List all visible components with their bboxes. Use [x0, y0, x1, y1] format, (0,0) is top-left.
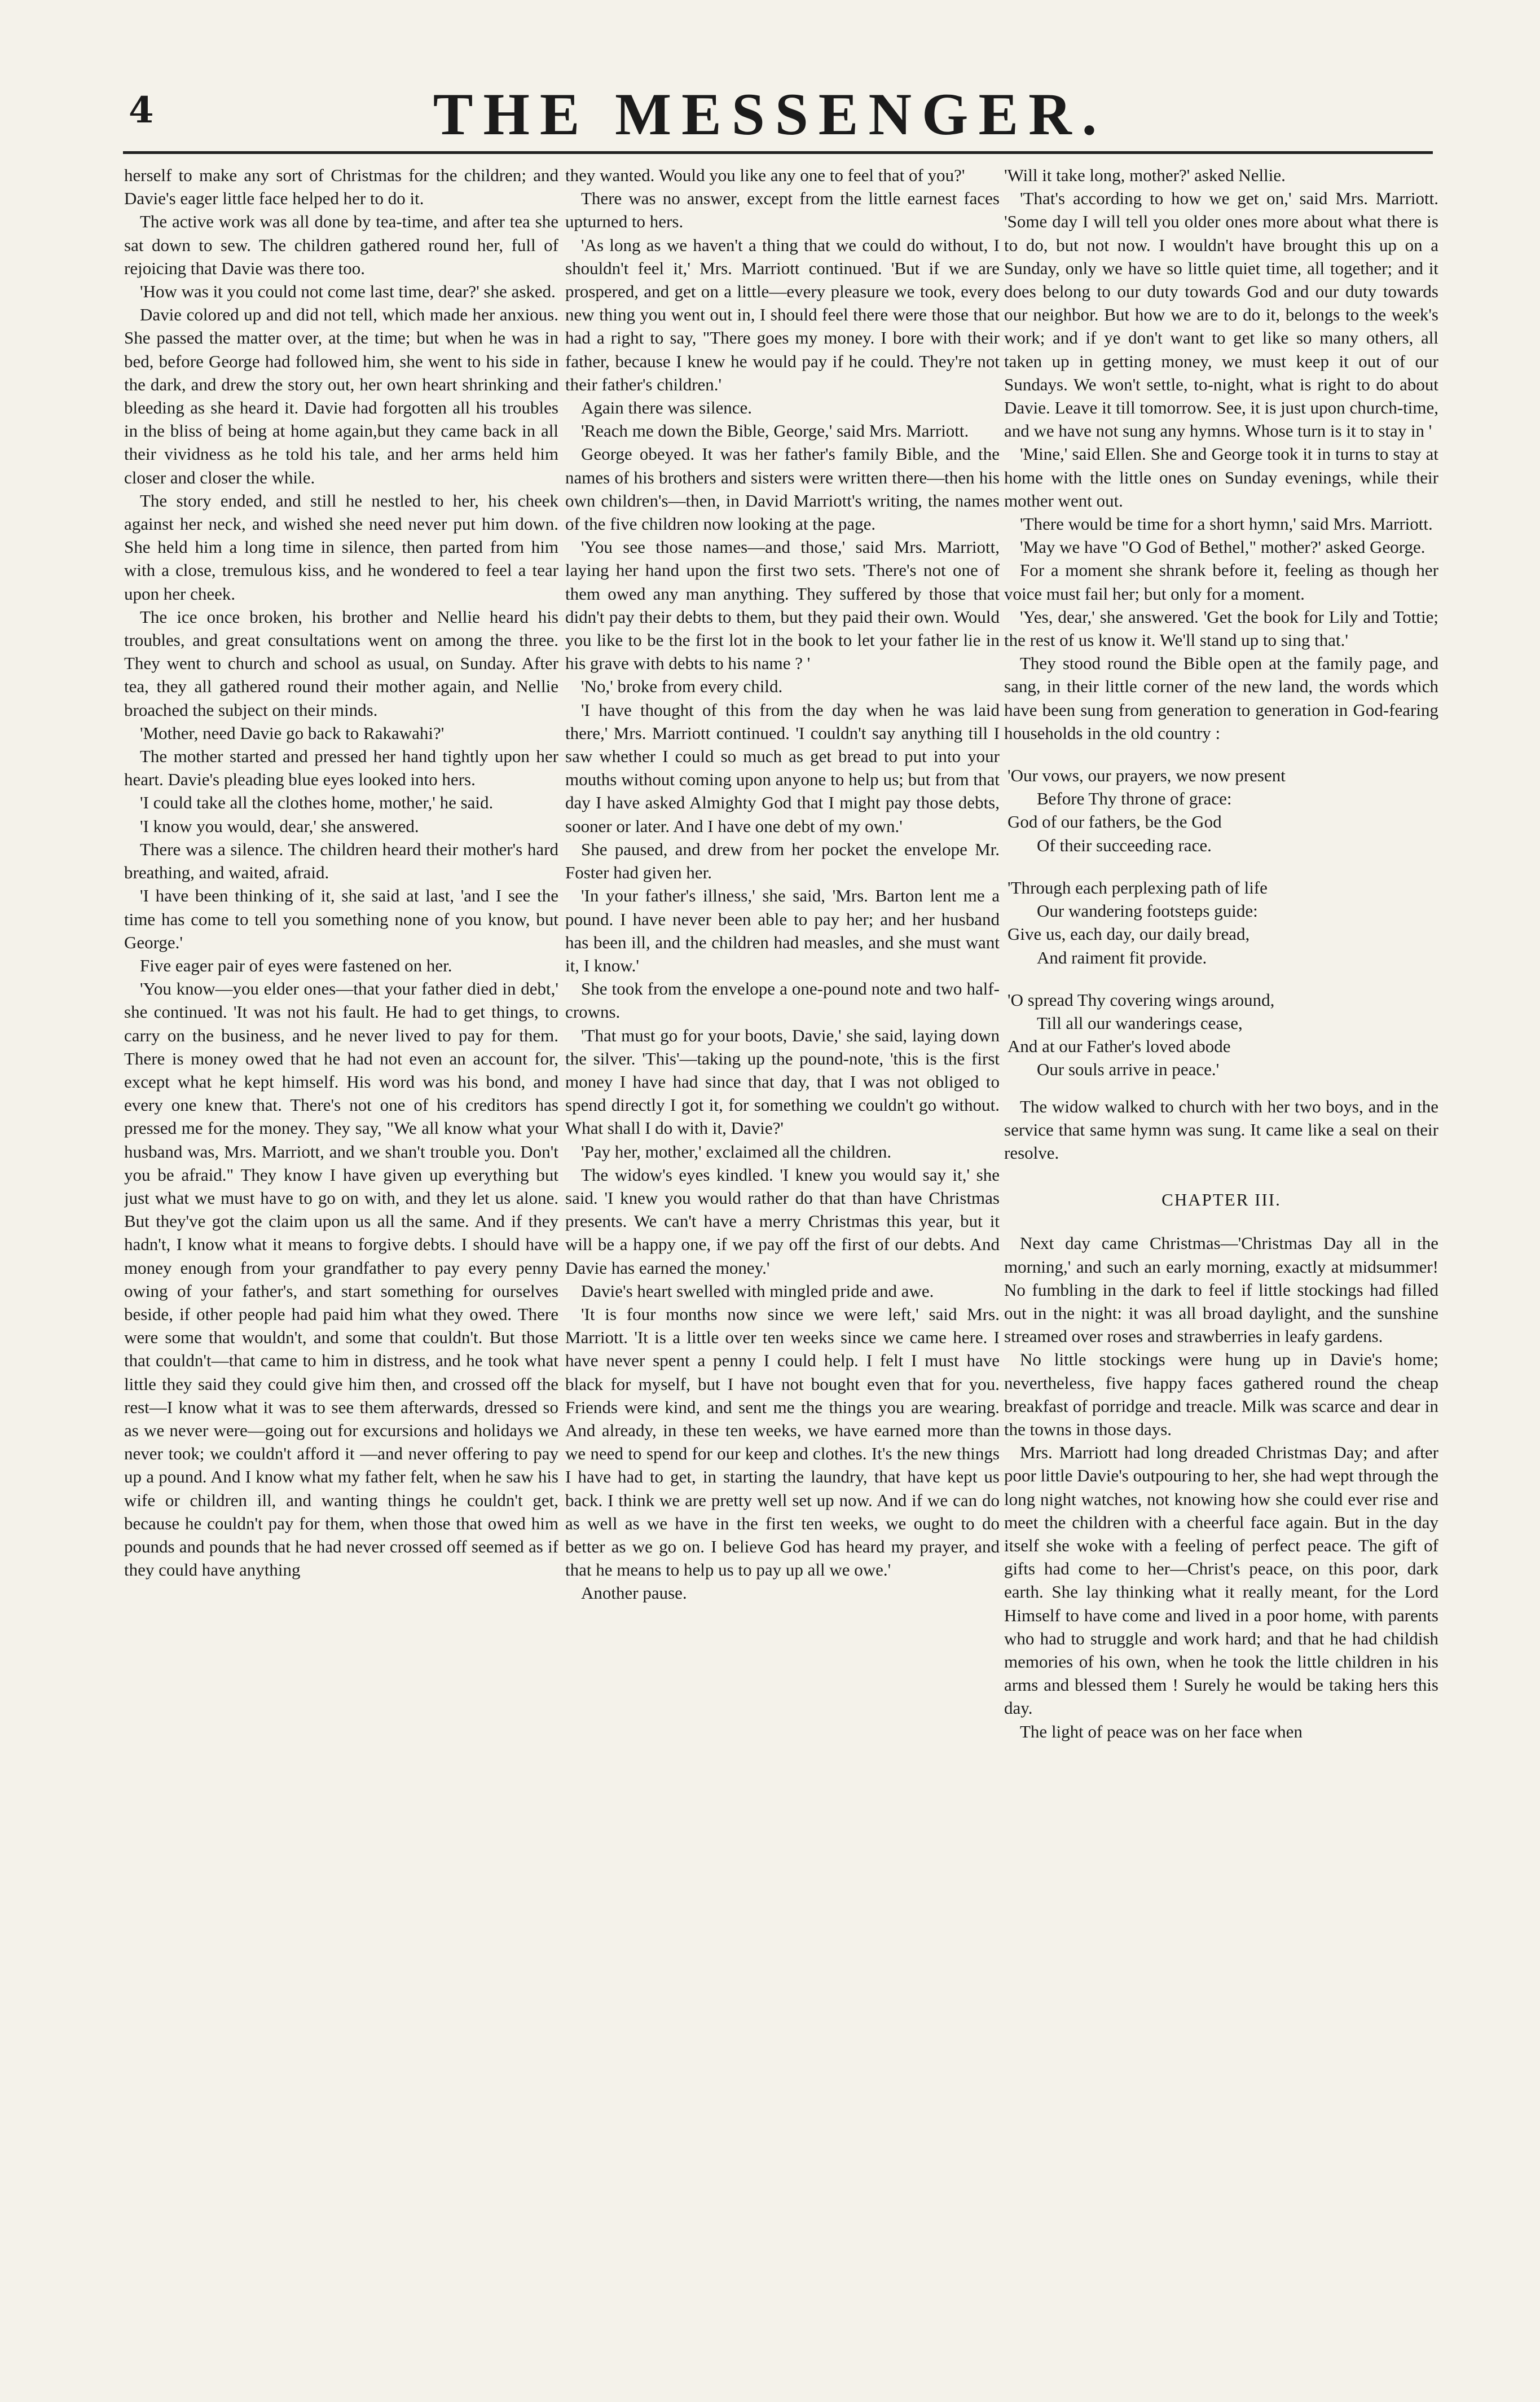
paragraph: The widow walked to church with her two boys, and in the service that same hymn was sung. It came like a seal on their resolve. — [1004, 1096, 1438, 1163]
paragraph: 'Yes, dear,' she answered. 'Get the book for Lily and Tottie; the rest of us know it. We'll stand up to sing that.' — [1004, 606, 1438, 650]
paragraph: No little stockings were hung up in Davie's home; nevertheless, five happy faces gathered round the cheap breakfast of porridge and treacle. Milk was scarce and dear in the towns in those days. — [1004, 1349, 1438, 1439]
masthead-rule — [123, 151, 1433, 154]
paragraph: 'It is four months now since we were left,' said Mrs. Marriott. 'It is a little over ten weeks since we came here. I have never spent a penny I could help. I felt I must have black for myself, but I have not bought even that for you. Friends were kind, and sent me the things you are wearing. And already, in these ten weeks, we have earned more than we need to spend for our keep and clothes. It's the new things I have had to get, in starting the laundry, that have kept us back. I think we are pretty well set up now. And if we can do as well as we have in the first ten weeks, we ought to do better as we go on. I believe God has heard my prayer, and that he means to help us to pay up all we owe.' — [565, 1304, 1000, 1580]
hymn-line: And at our Father's loved abode — [1007, 1036, 1231, 1057]
paragraph: Five eager pair of eyes were fastened on her. — [140, 955, 452, 975]
paragraph: 'As long as we haven't a thing that we could do without, I shouldn't feel it,' Mrs. Marriott continued. 'But if we are prospered, and get on a little—every pleasure we took, every new thing you went out in, I should feel there were those that had a right to say, "There goes my money. I bore with their father, because I knew he would pay if he could. They're not their father's children.' — [565, 235, 1000, 394]
masthead — [0, 81, 1540, 152]
paragraph: The light of peace was on her face when — [1020, 1721, 1303, 1741]
paragraph: 'That's according to how we get on,' said Mrs. Marriott. 'Some day I will tell you older ones more about what there is to do, but not now. I wouldn't have brought this up on a Sunday, only we have so little quiet time, all together; and it does belong to our duty towards God and our duty towards our neighbor. But how we are to do it, belongs to the week's work; and if ye don't want to get like so many others, all taken up in getting money, we must keep it out of our Sundays. We won't settle, to-night, what is right to do about Davie. Leave it till tomorrow. See, it is just upon church-time, and we have not sung any hymns. Whose turn is it to stay in ' — [1004, 188, 1438, 441]
paragraph: 'No,' broke from every child. — [581, 676, 783, 697]
paragraph: The active work was all done by tea-time, and after tea she sat down to sew. The children gathered round her, full of rejoicing that Davie was there too. — [124, 212, 558, 278]
paragraph: Mrs. Marriott had long dreaded Christmas Day; and after poor little Davie's outpouring to her, she had wept through the long night watches, not knowing how she could ever rise and meet the children with a cheerful face again. But in the day itself she woke with a feeling of perfect peace. The gift of gifts had come to her—Christ's peace, on this poor, dark earth. She lay thinking what it really meant, for the Lord Himself to have come and lived in a poor home, with parents who had to struggle and work hard; and that he had childish memories of his own, when he took the little children in his arms and blessed them ! Surely he would be taking hers this day. — [1004, 1442, 1438, 1718]
paragraph: She paused, and drew from her pocket the envelope Mr. Foster had given her. — [565, 839, 1000, 883]
hymn-line: Till all our wanderings cease, — [1037, 1013, 1243, 1033]
left-column — [124, 164, 558, 2386]
paragraph: 'There would be time for a short hymn,' said Mrs. Marriott. — [1020, 514, 1433, 534]
newspaper-title: THE MESSENGER. — [433, 81, 1107, 147]
paragraph: 'How was it you could not come last time, dear?' she asked. — [140, 281, 556, 302]
hymn-line: Of their succeeding race. — [1037, 835, 1212, 855]
paragraph: Next day came Christmas—'Christmas Day all in the morning,' and such an early morning, exactly at midsummer! No fumbling in the dark to feel if little stockings had filled out in the night: it was all broad daylight, and the sunshine streamed over roses and strawberries in leafy gardens. — [1004, 1233, 1438, 1347]
page-number: 4 — [129, 89, 154, 131]
paragraph: 'I have thought of this from the day when he was laid there,' Mrs. Marriott continued. 'I couldn't say anything till I saw whether I could so much as get bread to put into your mouths without coming upon anyone to help us; but from that day I have asked Almighty God that I might pay those debts, sooner or later. And I have one debt of my own.' — [565, 700, 1000, 836]
hymn — [1007, 764, 1438, 1081]
paragraph: 'I could take all the clothes home, mother,' he said. — [140, 793, 494, 813]
paragraph: they wanted. Would you like any one to feel that of you?' — [565, 165, 965, 185]
paragraph: 'May we have "O God of Bethel," mother?' asked George. — [1020, 537, 1425, 557]
paragraph: 'In your father's illness,' she said, 'Mrs. Barton lent me a pound. I have never been able to pay her; and her husband has been ill, and the children had measles, and she must want it, I know.' — [565, 886, 1000, 975]
paragraph: She took from the envelope a one-pound note and two half-crowns. — [565, 979, 1000, 1022]
paragraph: 'You know—you elder ones—that your father died in debt,' she continued. 'It was not his fault. He had to get things, to carry on the business, and he never lived to pay for them. There is money owed that he had not even an account for, except what he kept himself. His word was his bond, and every one knew that. There's not one of his creditors has pressed me for the money. They say, "We all know what your husband was, Mrs. Marriott, and we shan't trouble you. Don't you be afraid." They know I have given up everything but just what we must have to go on with, and they let us alone. But they've got the claim upon us all the same. And if they hadn't, I know what it means to forgive debts. I should have money enough from your grandfather to pay every penny owing of your father's, and start something for ourselves beside, if other people had paid him what they owed. There were some that wouldn't, and some that couldn't. But those that couldn't—that came to him in distress, and he took what little they said they could give him then, and crossed off the rest—I know what it was to see them afterwards, dressed so as we never were—going out for excursions and holidays we never took; we couldn't afford it —and never offering to pay up a pound. And I know what my father felt, when he saw his wife or children ill, and wanting things he couldn't get, because he couldn't pay for them, when those that owed him pounds and pounds that he had never crossed off seemed as if they could have anything — [124, 979, 558, 1580]
paragraph: They stood round the Bible open at the family page, and sang, in their little corner of the new land, the words which have been sung from generation to generation in God-fearing households in the old country : — [1004, 653, 1438, 743]
stanza-gap — [1007, 857, 1438, 876]
paragraph: 'I have been thinking of it, she said at last, 'and I see the time has come to tell you something none of you know, but George.' — [124, 886, 558, 952]
paragraph: Another pause. — [581, 1583, 687, 1603]
hymn-line: Give us, each day, our daily bread, — [1007, 924, 1250, 944]
paragraph: 'That must go for your boots, Davie,' she said, laying down the silver. 'This'—taking up the pound-note, 'this is the first money I have had since that day, that I was not obliged to spend directly I got it, for something we couldn't go without. What shall I do with it, Davie?' — [565, 1025, 1000, 1138]
hymn-line: 'Our vows, our prayers, we now present — [1007, 766, 1286, 786]
paragraph: George obeyed. It was her father's family Bible, and the names of his brothers and sisters were written there—then his own children's—then, in David Marriott's writing, the names of the five children now looking at the page. — [565, 444, 1000, 534]
paragraph: 'You see those names—and those,' said Mrs. Marriott, laying her hand upon the first two sets. 'There's not one of them owed any man anything. They suffered by those that didn't pay their debts to them, but they paid their own. Would you like to be the first lot in the book to let your father lie in his grave with debts to his name ? ' — [565, 537, 1000, 674]
paragraph: The story ended, and still he nestled to her, his cheek against her neck, and wished she need never put him down. She held him a long time in silence, then parted from him with a close, tremulous kiss, and he wondered to feel a tear upon her cheek. — [124, 490, 558, 604]
hymn-line: And raiment fit provide. — [1037, 947, 1207, 967]
middle-column — [565, 164, 1000, 2386]
paragraph: Again there was silence. — [581, 398, 752, 418]
paragraph: herself to make any sort of Christmas for the children; and Davie's eager little face helped her to do it. — [124, 165, 558, 209]
hymn-line: 'O spread Thy covering wings around, — [1007, 989, 1275, 1010]
paragraph: 'Mother, need Davie go back to Rakawahi?' — [140, 723, 445, 743]
paragraph: 'Reach me down the Bible, George,' said Mrs. Marriott. — [581, 421, 969, 441]
paragraph: The mother started and pressed her hand tightly upon her heart. Davie's pleading blue eyes looked into hers. — [124, 746, 558, 790]
hymn-line: Before Thy throne of grace: — [1037, 789, 1232, 809]
right-column — [1004, 164, 1438, 2386]
hymn-line: God of our fathers, be the God — [1007, 812, 1222, 832]
paragraph: Davie colored up and did not tell, which made her anxious. She passed the matter over, at the time; but when he was in bed, before George had followed him, she went to his side in the dark, and drew the story out, her own heart shrinking and bleeding as she heard it. Davie had forgotten all his troubles in the bliss of being at home again,but they came back in all their vividness as he told his tale, and her arms held him closer and closer the while. — [124, 305, 558, 487]
paragraph: There was no answer, except from the little earnest faces upturned to hers. — [565, 188, 1000, 232]
hymn-line: Our souls arrive in peace.' — [1037, 1059, 1220, 1080]
paragraph: The widow's eyes kindled. 'I knew you would say it,' she said. 'I knew you would rather do that than have Christmas presents. We can't have a merry Christmas this year, but it will be a happy one, if we pay off the first of our debts. And Davie has earned the money.' — [565, 1164, 1000, 1278]
paragraph: The ice once broken, his brother and Nellie heard his troubles, and great consultations went on among the three. They went to church and school as usual, on Sunday. After tea, they all gathered round their mother again, and Nellie broached the subject on their minds. — [124, 606, 558, 720]
paragraph: 'I know you would, dear,' she answered. — [140, 816, 419, 836]
paragraph: There was a silence. The children heard their mother's hard breathing, and waited, afraid. — [124, 839, 558, 883]
paragraph: 'Pay her, mother,' exclaimed all the children. — [581, 1141, 892, 1162]
paragraph: Davie's heart swelled with mingled pride and awe. — [581, 1281, 934, 1301]
paragraph: For a moment she shrank before it, feeling as though her voice must fail her; but only for a moment. — [1004, 560, 1438, 604]
hymn-line: 'Through each perplexing path of life — [1007, 877, 1268, 898]
paragraph: 'Will it take long, mother?' asked Nellie. — [1004, 165, 1286, 185]
paragraph: 'Mine,' said Ellen. She and George took it in turns to stay at home with the little ones on Sunday evenings, while their mother went out. — [1004, 444, 1438, 511]
chapter-heading: CHAPTER III. — [1161, 1190, 1281, 1210]
stanza-gap — [1007, 969, 1438, 988]
hymn-line: Our wandering footsteps guide: — [1037, 901, 1258, 921]
